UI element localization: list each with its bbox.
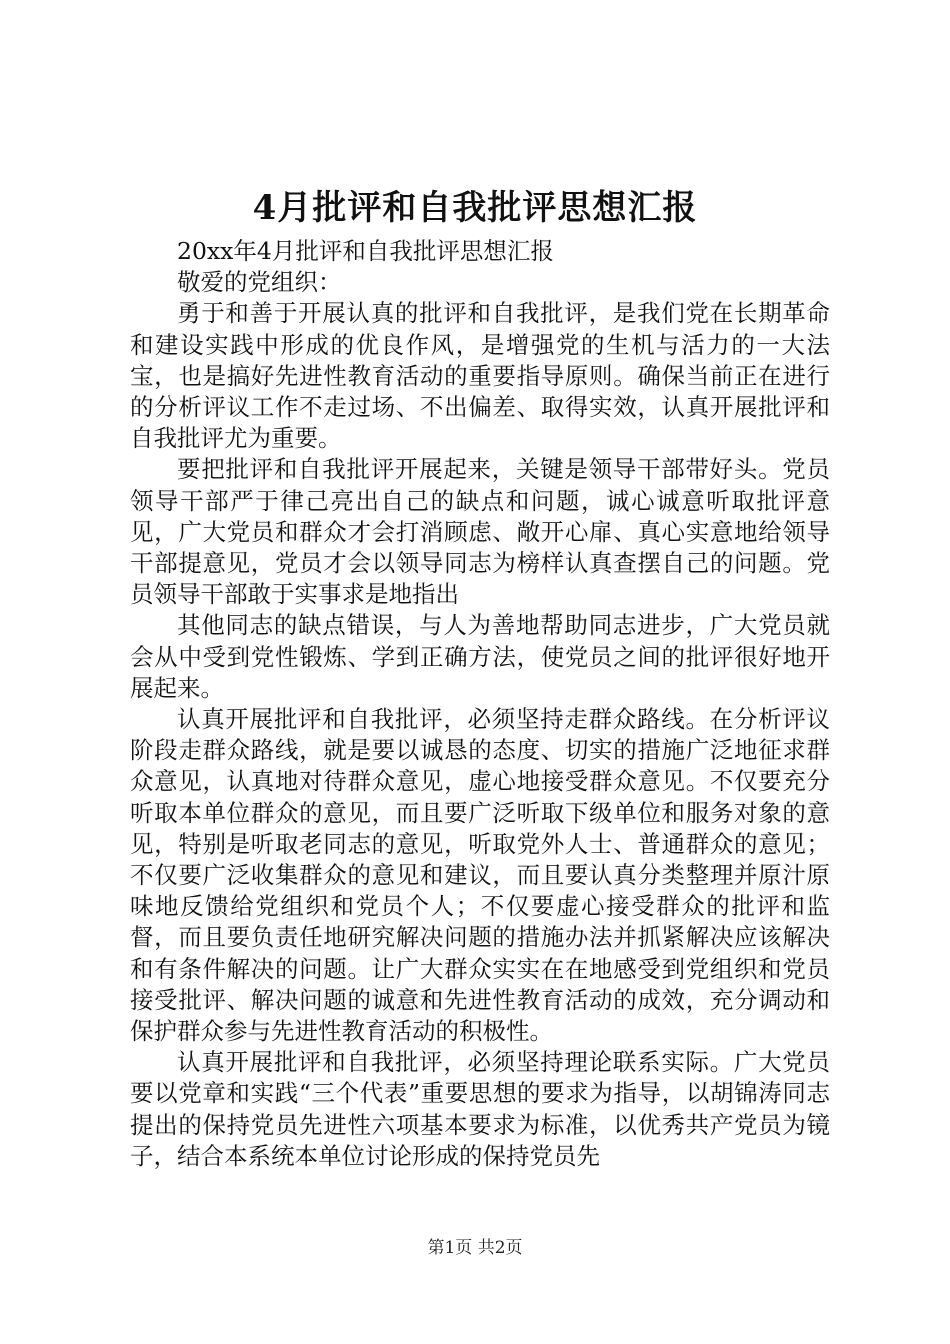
paragraph: 其他同志的缺点错误，与人为善地帮助同志进步，广大党员就会从中受到党性锻炼、学到正确方法，使党员之间的批评很好地开展起来。: [130, 611, 830, 702]
paragraph: 要把批评和自我批评开展起来，关键是领导干部带好头。党员领导干部严于律己亮出自己的缺点和问题，诚心诚意听取批评意见，广大党员和群众才会打消顾虑、敞开心扉、真心实意地给领导干部提意见，党员才会以领导同志为榜样认真查摆自己的问题。党员领导干部敢于实事求是地指出: [130, 455, 830, 609]
paragraph: 认真开展批评和自我批评，必须坚持理论联系实际。广大党员要以党章和实践“三个代表”重要思想的要求为指导，以胡锦涛同志提出的保持党员先进性六项基本要求为标准，以优秀共产党员为镜子，结合本系统本单位讨论形成的保持党员先: [130, 1048, 830, 1170]
document-body: [130, 236, 830, 1172]
document-title: 4月批评和自我批评思想汇报: [252, 188, 698, 228]
paragraph-heading-line: 20xx年4月批评和自我批评思想汇报: [177, 237, 554, 265]
paragraph-salutation: 敬爱的党组织：: [177, 268, 342, 297]
paragraph: 认真开展批评和自我批评，必须坚持走群众路线。在分析评议阶段走群众路线，就是要以诚恳的态度、切实的措施广泛地征求群众意见，认真地对待群众意见，虚心地接受群众意见。不仅要充分听取本单位群众的意见，而且要广泛听取下级单位和服务对象的意见，特别是听取老同志的意见，听取党外人士、普通群众的意见；不仅要广泛收集群众的意见和建议，而且要认真分类整理并原汁原味地反馈给党组织和党员个人；不仅要虚心接受群众的批评和监督，而且要负责任地研究解决问题的措施办法并抓紧解决应该解决和有条件解决的问题。让广大群众实实在在地感受到党组织和党员接受批评、解决问题的诚意和先进性教育活动的成效，充分调动和保护群众参与先进性教育活动的积极性。: [130, 705, 830, 1046]
paragraph: 勇于和善于开展认真的批评和自我批评，是我们党在长期革命和建设实践中形成的优良作风，是增强党的生机与活力的一大法宝，也是搞好先进性教育活动的重要指导原则。确保当前正在进行的分析评议工作不走过场、不出偏差、取得实效，认真开展批评和自我批评尤为重要。: [130, 299, 830, 453]
page-footer: 第1页 共2页: [427, 1238, 523, 1258]
